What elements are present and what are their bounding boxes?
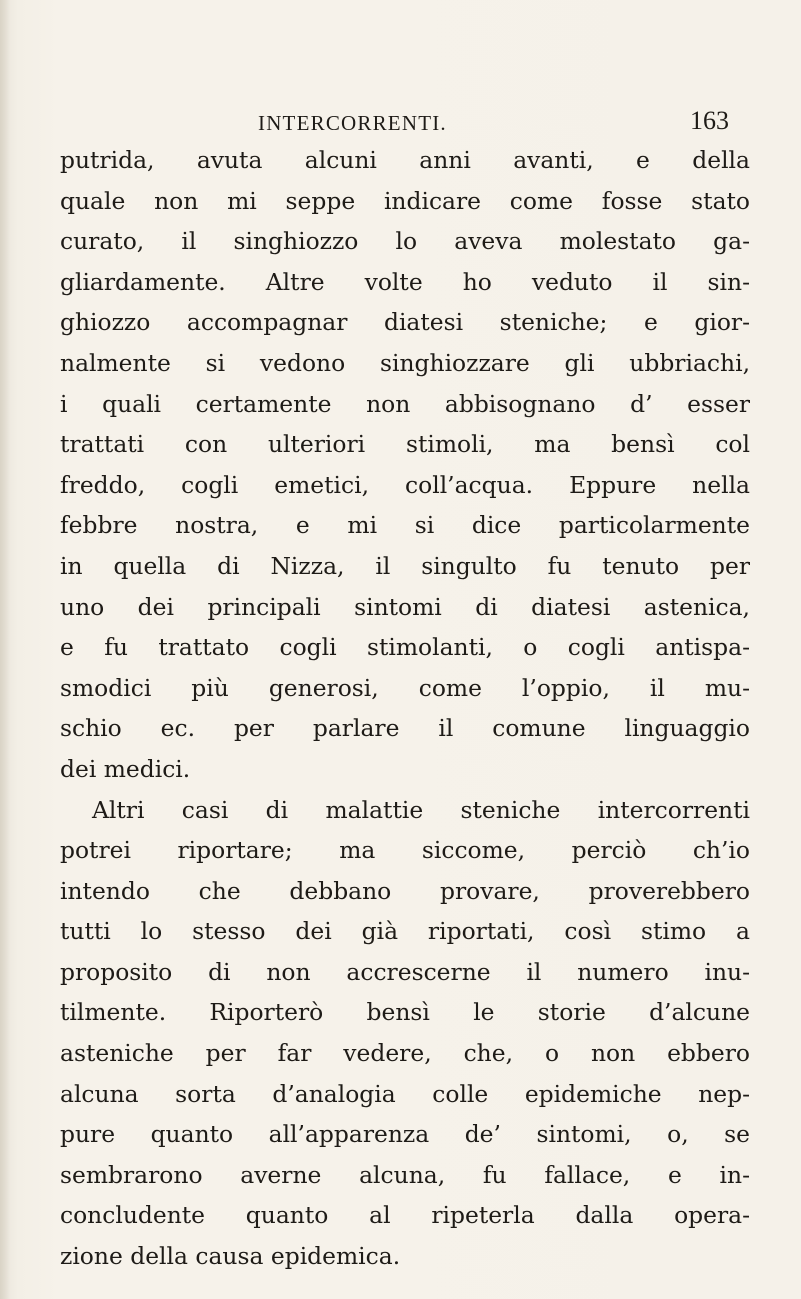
- text-line: pure quanto all’apparenza de’ sintomi, o, se: [60, 1120, 750, 1149]
- text-line: intendo che debbano provare, proverebbero: [60, 876, 750, 905]
- text-line: smodici più generosi, come l’oppio, il mu-: [60, 673, 750, 702]
- text-line: ghiozzo accompagnar diatesi steniche; e gior-: [60, 308, 750, 337]
- text-line: curato, il singhiozzo lo aveva molestato ga-: [60, 227, 750, 256]
- text-line: uno dei principali sintomi di diatesi astenica,: [60, 592, 750, 621]
- text-line: quale non mi seppe indicare come fosse stato: [60, 186, 750, 215]
- text-line: gliardamente. Altre volte ho veduto il sin-: [60, 267, 750, 296]
- text-line: i quali certamente non abbisognano d’ esser: [60, 389, 750, 418]
- text-line: tutti lo stesso dei già riportati, così stimo a: [60, 917, 750, 946]
- text-line: trattati con ulteriori stimoli, ma bensì col: [60, 430, 750, 459]
- page-number: 163: [690, 106, 729, 135]
- running-head: [0, 106, 801, 140]
- text-line: putrida, avuta alcuni anni avanti, e della: [60, 146, 750, 174]
- paragraph-1: [60, 140, 750, 790]
- text-line: schio ec. per parlare il comune linguaggio: [60, 714, 750, 743]
- text-line: febbre nostra, e mi si dice particolarmente: [60, 511, 750, 540]
- text-line: sembrarono averne alcuna, fu fallace, e in-: [60, 1160, 750, 1189]
- body-text: [60, 140, 750, 1277]
- binding-shadow: [0, 0, 10, 1299]
- running-title: INTERCORRENTI.: [258, 111, 447, 135]
- text-line: Altri casi di malattie steniche intercorrenti: [92, 795, 750, 824]
- text-line: freddo, cogli emetici, coll’acqua. Eppure nella: [60, 470, 750, 499]
- text-line: tilmente. Riporterò bensì le storie d’alcune: [60, 998, 750, 1027]
- text-line: in quella di Nizza, il singulto fu tenuto per: [60, 551, 750, 580]
- text-line: alcuna sorta d’analogia colle epidemiche nep-: [60, 1079, 750, 1108]
- text-line: e fu trattato cogli stimolanti, o cogli antispa-: [60, 633, 750, 662]
- paragraph-2: [60, 790, 750, 1277]
- text-line: asteniche per far vedere, che, o non ebbero: [60, 1039, 750, 1068]
- text-line: nalmente si vedono singhiozzare gli ubbriachi,: [60, 348, 750, 377]
- text-line: proposito di non accrescerne il numero inu-: [60, 957, 750, 986]
- text-line: potrei riportare; ma siccome, perciò ch’io: [60, 836, 750, 865]
- text-line: dei medici.: [60, 754, 191, 783]
- text-line: concludente quanto al ripeterla dalla opera-: [60, 1201, 750, 1230]
- text-line: zione della causa epidemica.: [60, 1242, 401, 1271]
